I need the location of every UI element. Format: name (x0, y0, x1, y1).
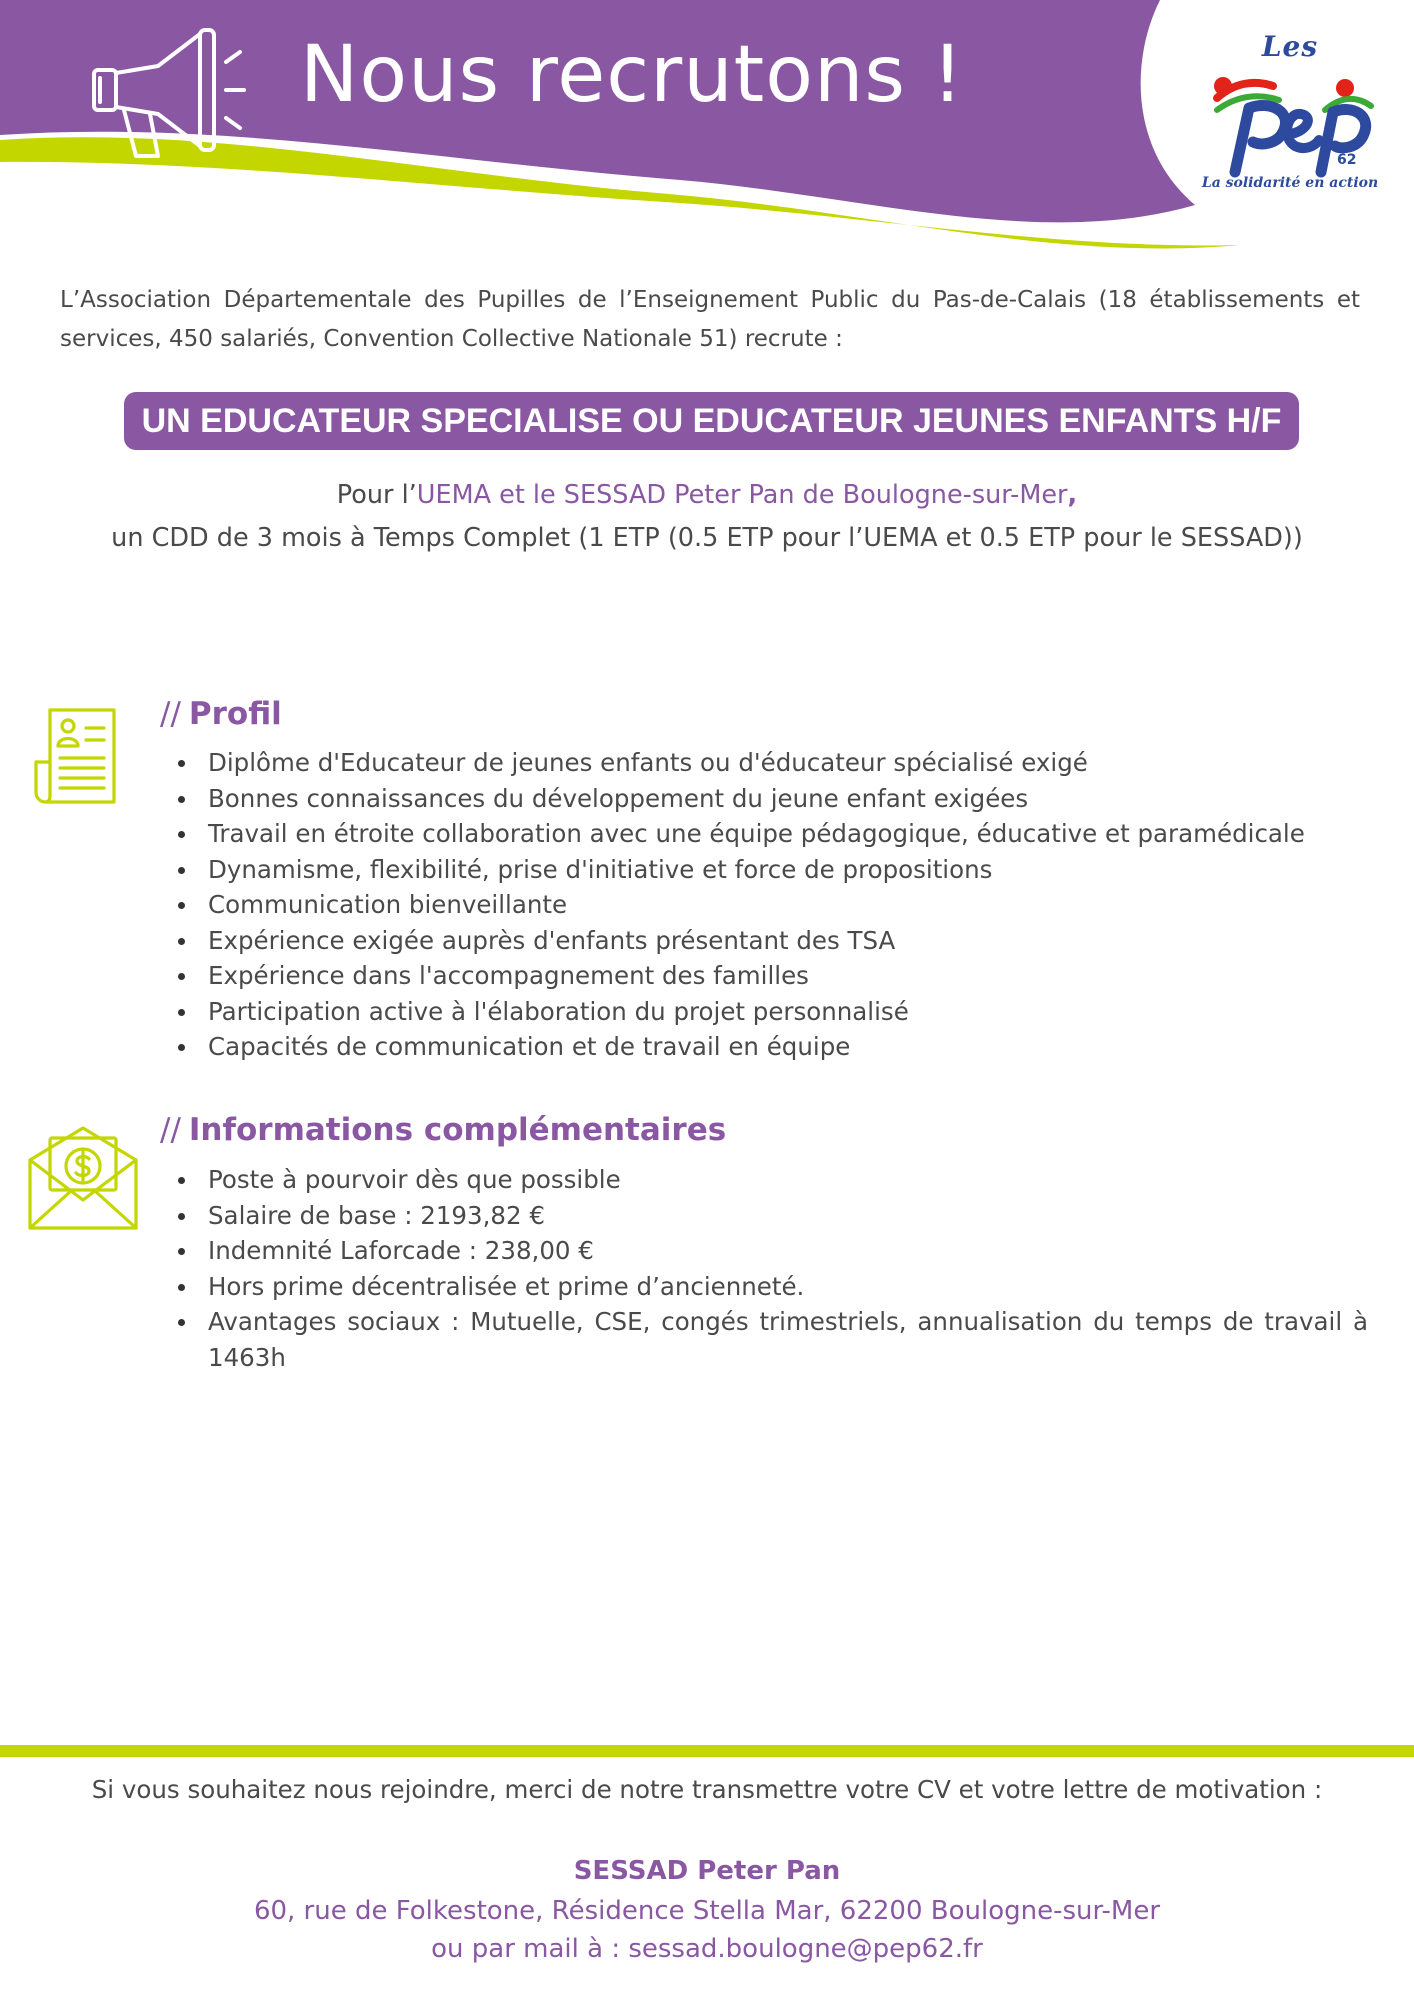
list-item: Hors prime décentralisée et prime d’ancienneté. (170, 1269, 1368, 1305)
infos-title: Informations complémentaires (188, 1112, 727, 1148)
list-item: Expérience dans l'accompagnement des familles (170, 958, 1305, 994)
list-item: Diplôme d'Educateur de jeunes enfants ou d'éducateur spécialisé exigé (170, 745, 1305, 781)
job-title-badge: UN EDUCATEUR SPECIALISE OU EDUCATEUR JEUNES ENFANTS H/F (124, 392, 1299, 450)
logo-tagline: La solidarité en action (1201, 175, 1379, 191)
footer-invite: Si vous souhaitez nous rejoindre, merci de notre transmettre votre CV et votre lettre de motivation : (91, 1775, 1323, 1804)
list-item: Travail en étroite collaboration avec une équipe pédagogique, éducative et paramédicale (170, 816, 1305, 852)
position-details (0, 474, 1414, 560)
megaphone-icon (88, 28, 248, 158)
logo-red-dot-left (1214, 77, 1232, 95)
intro-paragraph: L’Association Départementale des Pupilles de l’Enseignement Public du Pas-de-Calais (18 établissements et services, 450 salariés, Convention Collective Nationale 51) recrute : (60, 287, 1360, 352)
logo-les-text: Les (1261, 30, 1319, 63)
list-item: Dynamisme, flexibilité, prise d'initiative et force de propositions (170, 852, 1305, 888)
infos-list (170, 1162, 1368, 1375)
infos-heading (160, 1112, 726, 1148)
list-item: Salaire de base : 2193,82 € (170, 1198, 1368, 1234)
list-item: Participation active à l'élaboration du projet personnalisé (170, 994, 1305, 1030)
position-comma: , (1067, 480, 1078, 510)
resume-icon (34, 706, 120, 806)
logo-letter-p1 (1235, 105, 1285, 172)
footer-divider (0, 1745, 1414, 1757)
profil-list (170, 745, 1305, 1065)
list-item: Avantages sociaux : Mutuelle, CSE, congés trimestriels, annualisation du temps de travail à 1463h (170, 1304, 1368, 1375)
profil-heading (160, 696, 282, 732)
profil-slash: // (160, 696, 181, 732)
logo-red-dot-right (1336, 79, 1354, 97)
logo-pep-graphic (1195, 60, 1385, 180)
list-item: Communication bienveillante (170, 887, 1305, 923)
logo-letter-e (1287, 114, 1319, 148)
pep-logo (1195, 30, 1385, 200)
position-contract: un CDD de 3 mois à Temps Complet (1 ETP (0.5 ETP pour l’UEMA et 0.5 ETP pour le SESSAD)) (111, 523, 1303, 553)
list-item: Expérience exigée auprès d'enfants présentant des TSA (170, 923, 1305, 959)
page-title: Nous recrutons ! (300, 30, 965, 120)
infos-slash: // (160, 1112, 181, 1148)
list-item: Indemnité Laforcade : 238,00 € (170, 1233, 1368, 1269)
position-service: UEMA et le SESSAD Peter Pan de Boulogne-sur-Mer (416, 480, 1068, 510)
list-item: Poste à pourvoir dès que possible (170, 1162, 1368, 1198)
list-item: Capacités de communication et de travail en équipe (170, 1029, 1305, 1065)
contact-address: 60, rue de Folkestone, Résidence Stella Mar, 62200 Boulogne-sur-Mer (253, 1896, 1161, 1926)
list-item: Bonnes connaissances du développement du jeune enfant exigées (170, 781, 1305, 817)
profil-title: Profil (188, 696, 282, 732)
contact-name: SESSAD Peter Pan (573, 1856, 841, 1886)
contact-email[interactable]: ou par mail à : sessad.boulogne@pep62.fr (431, 1934, 983, 1964)
logo-number: 62 (1337, 152, 1357, 168)
position-prefix: Pour l’ (336, 480, 417, 510)
money-envelope-icon (28, 1124, 138, 1234)
